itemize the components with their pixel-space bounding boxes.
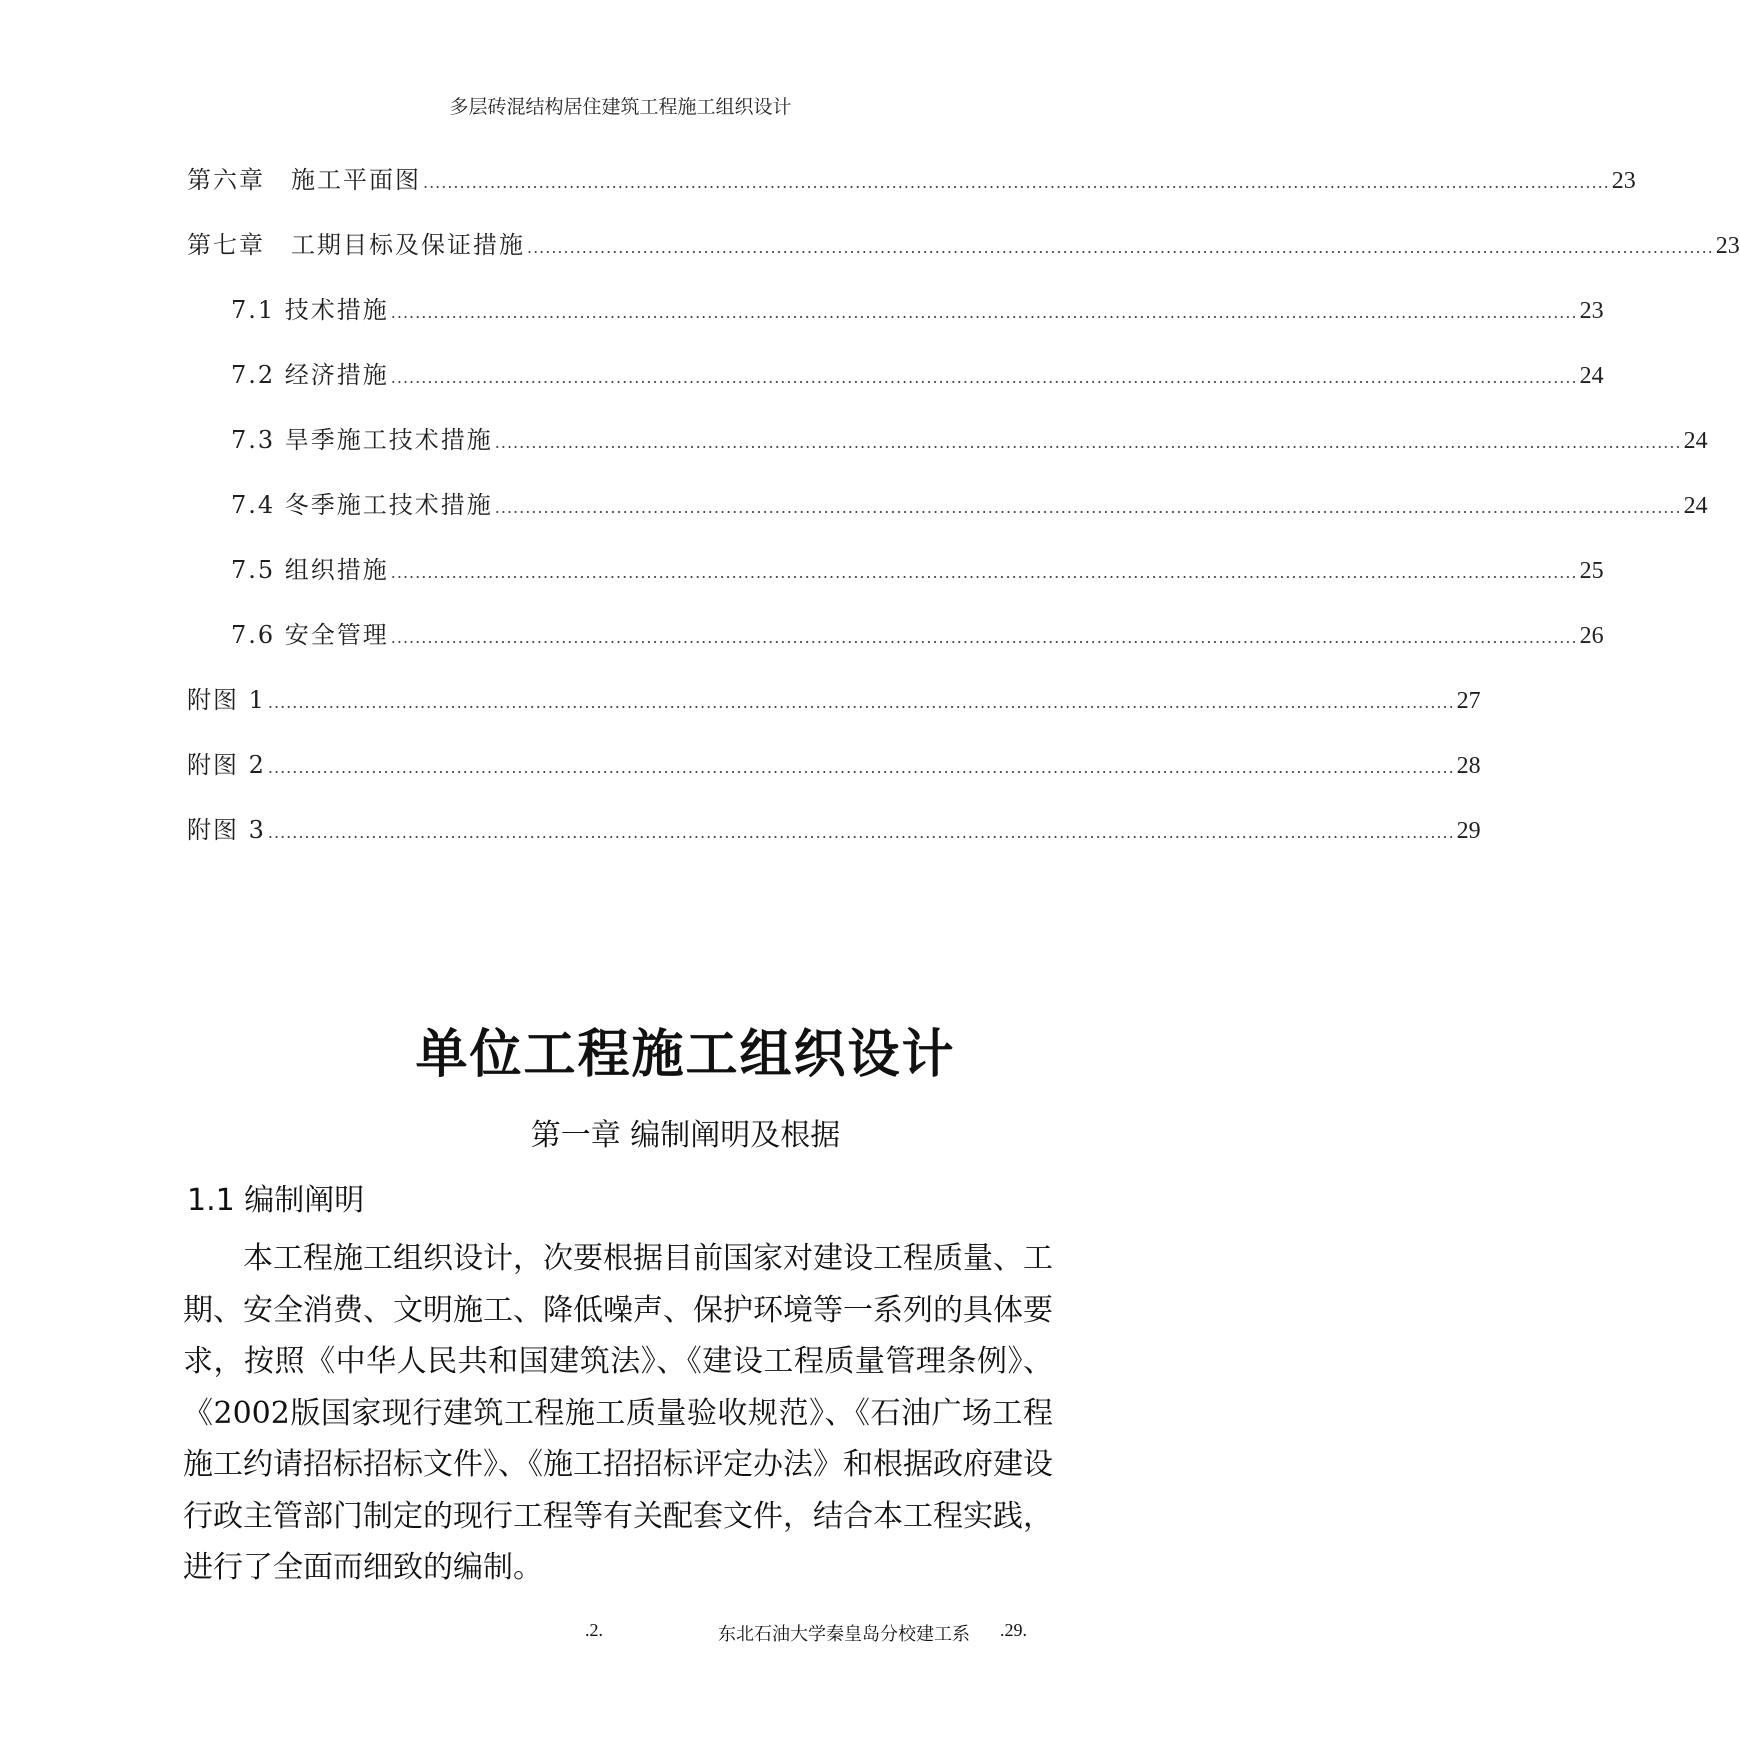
footer-school-name: 东北石油大学秦皇岛分校建工系 <box>718 1624 970 1644</box>
toc-entry-page: 24 <box>1683 493 1708 519</box>
toc-leader-dots: ................................................................................................................................................................................................... <box>267 823 1455 842</box>
chapter-title: 第一章 编制阐明及根据 <box>530 1118 841 1153</box>
toc-entry-7-5[interactable] <box>187 550 1604 615</box>
toc-entry-appendix-2[interactable] <box>187 745 1481 810</box>
toc-entry-label: 第七章 工期目标及保证措施 <box>187 231 525 259</box>
body-paragraph: 本工程施工组织设计，次要根据目前国家对建设工程质量、工期、安全消费、文明施工、降低噪声、保护环境等一系列的具体要求，按照《中华人民共和国建筑法》、《建设工程质量管理条例》、《2002版国家现行建筑工程施工质量验收规范》、《石油广场工程施工约请招标招标文件》、《施工招招标评定办法》和根据政府建设行政主管部门制定的现行工程等有关配套文件，结合本工程实践，进行了全面而细致的编制。 <box>183 1241 1053 1585</box>
toc-entry-7-6[interactable] <box>187 615 1604 680</box>
toc-entry-page: 26 <box>1579 623 1604 649</box>
toc-entry-label: 7.3 旱季施工技术措施 <box>231 426 493 454</box>
toc-entry-label: 附图 2 <box>187 751 266 779</box>
toc-entry-label: 7.6 安全管理 <box>231 621 389 649</box>
toc-entry-page: 28 <box>1456 753 1481 779</box>
footer-page-number-right: .29. <box>1000 1620 1027 1640</box>
main-title: 单位工程施工组织设计 <box>415 1025 956 1085</box>
toc-entry-label: 7.5 组织措施 <box>231 556 389 584</box>
toc-leader-dots: ................................................................................................................................................................................................... <box>267 693 1455 712</box>
toc-leader-dots: ................................................................................................................................................................................................... <box>390 368 1578 387</box>
toc-entry-label: 附图 3 <box>187 816 266 844</box>
footer-page-number-left: .2. <box>585 1620 603 1640</box>
toc-entry-7-1[interactable] <box>187 290 1604 355</box>
section-title: 1.1 编制阐明 <box>187 1183 365 1218</box>
toc-entry-page: 23 <box>1579 298 1604 324</box>
toc-entry-7-3[interactable] <box>187 420 1708 485</box>
toc-entry-label: 第六章 施工平面图 <box>187 166 421 194</box>
toc-entry-appendix-3[interactable] <box>187 810 1481 875</box>
toc-leader-dots: ................................................................................................................................................................................................... <box>494 498 1682 517</box>
toc-entry-page: 27 <box>1456 688 1481 714</box>
toc-entry-7-2[interactable] <box>187 355 1604 420</box>
toc-leader-dots: ................................................................................................................................................................................................... <box>390 628 1578 647</box>
toc-leader-dots: ................................................................................................................................................................................................... <box>527 238 1714 257</box>
running-header: 多层砖混结构居住建筑工程施工组织设计 <box>449 96 792 118</box>
toc-leader-dots: ................................................................................................................................................................................................... <box>390 303 1578 322</box>
toc-entry-page: 29 <box>1456 818 1481 844</box>
toc-entry-page: 24 <box>1683 428 1708 454</box>
toc-entry-label: 7.1 技术措施 <box>231 296 389 324</box>
toc-entry-page: 25 <box>1579 558 1604 584</box>
toc-entry-appendix-1[interactable] <box>187 680 1481 745</box>
toc-entry-label: 附图 1 <box>187 686 266 714</box>
toc-entry-label: 7.4 冬季施工技术措施 <box>231 491 493 519</box>
toc-entry-chapter-7[interactable] <box>187 225 1740 290</box>
toc-leader-dots: ................................................................................................................................................................................................... <box>423 173 1610 192</box>
toc-entry-page: 23 <box>1715 233 1740 259</box>
toc-leader-dots: ................................................................................................................................................................................................... <box>494 433 1682 452</box>
toc-leader-dots: ................................................................................................................................................................................................... <box>390 563 1578 582</box>
toc-entry-page: 23 <box>1611 168 1636 194</box>
toc-entry-7-4[interactable] <box>187 485 1708 550</box>
toc-entry-label: 7.2 经济措施 <box>231 361 389 389</box>
toc-leader-dots: ................................................................................................................................................................................................... <box>267 758 1455 777</box>
toc-entry-chapter-6[interactable] <box>187 160 1636 225</box>
toc-entry-page: 24 <box>1579 363 1604 389</box>
table-of-contents <box>187 160 1740 875</box>
